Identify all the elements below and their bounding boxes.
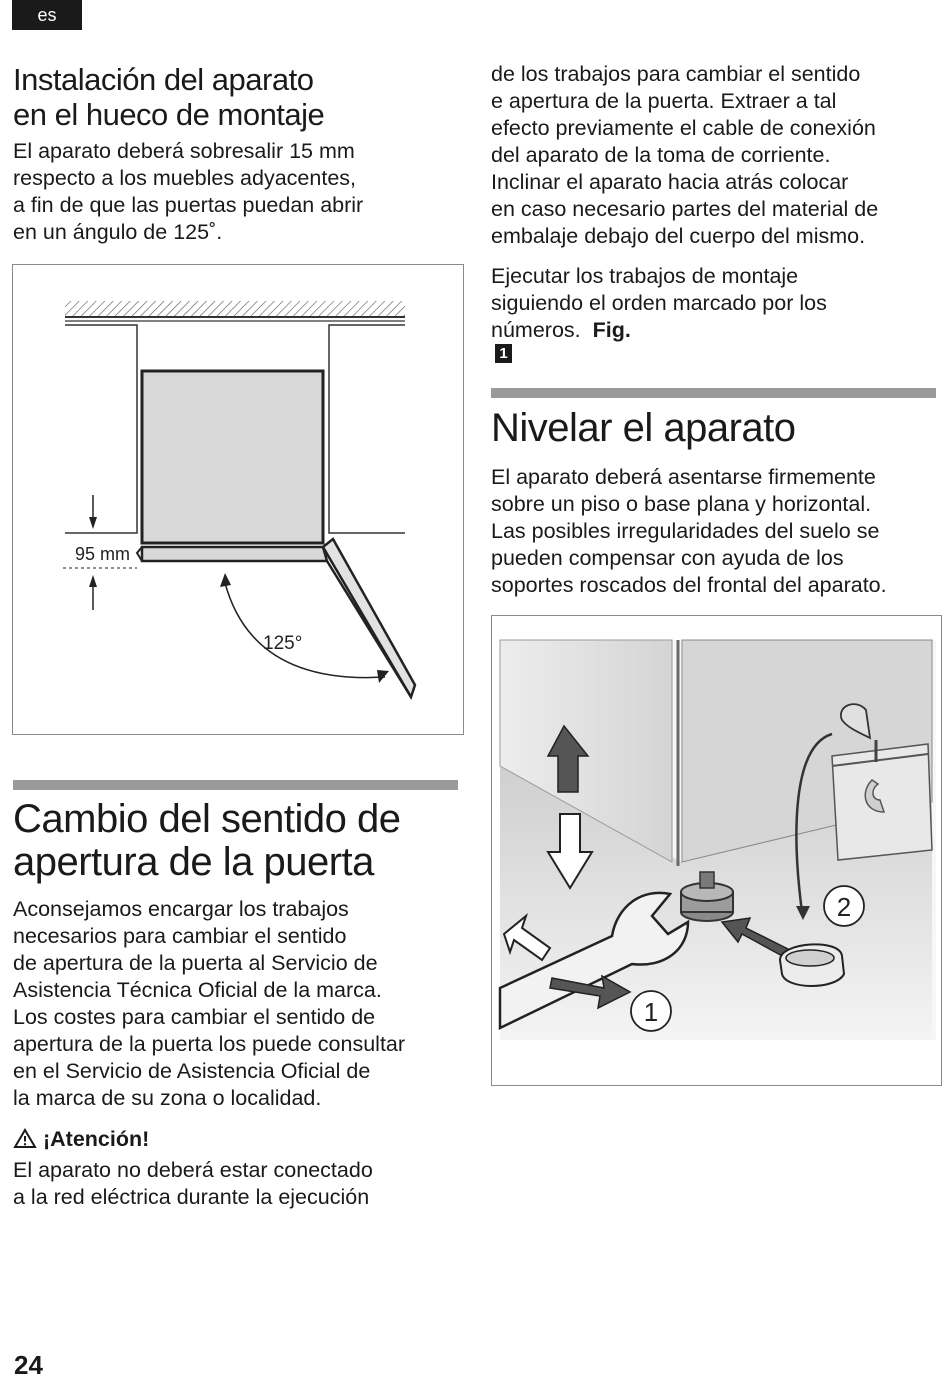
language-tab: es <box>12 0 82 30</box>
appliance-door-open <box>323 539 415 697</box>
steps-body <box>491 263 941 363</box>
level-body-line: soportes roscados del frontal del aparato. <box>491 573 887 597</box>
warning-body-line: a la red eléctrica durante la ejecución <box>13 1185 370 1209</box>
appliance-door-base <box>142 547 327 561</box>
fig-number-badge: 1 <box>495 344 512 363</box>
install-body-line: a fin de que las puertas puedan abrir <box>13 193 364 217</box>
continuation-line: en caso necesario partes del material de <box>491 197 879 221</box>
continuation-body <box>491 61 941 250</box>
install-title-line: Instalación del aparato <box>13 62 314 97</box>
leveling-diagram <box>492 616 941 1085</box>
continuation-line: efecto previamente el cable de conexión <box>491 116 876 140</box>
warning-heading <box>13 1126 463 1153</box>
page-number: 24 <box>14 1350 43 1380</box>
steps-last-word: números. <box>491 318 581 342</box>
install-body <box>13 138 463 246</box>
level-body-line: Las posibles irregularidades del suelo se <box>491 519 880 543</box>
continuation-line: de los trabajos para cambiar el sentido <box>491 62 861 86</box>
door-body-line: Aconsejamos encargar los trabajos <box>13 897 349 921</box>
fig-reference: Fig. <box>592 318 631 342</box>
steps-line: siguiendo el orden marcado por los <box>491 291 827 315</box>
continuation-line: e apertura de la puerta. Extraer a tal <box>491 89 837 113</box>
steps-line: Ejecutar los trabajos de montaje <box>491 264 799 288</box>
section-rule <box>13 780 458 790</box>
continuation-line: del aparato de la toma de corriente. <box>491 143 831 167</box>
door-title-line: apertura de la puerta <box>13 840 374 884</box>
level-body <box>491 464 941 599</box>
steps-line-last <box>491 317 941 363</box>
step-2-label: 2 <box>836 892 852 922</box>
install-body-line: respecto a los muebles adyacentes, <box>13 166 357 190</box>
door-title <box>13 798 463 884</box>
install-section <box>13 62 463 246</box>
door-body-line: Los costes para cambiar el sentido de <box>13 1005 376 1029</box>
warning-body-line: El aparato no deberá estar conectado <box>13 1158 373 1182</box>
leveling-figure <box>491 615 942 1086</box>
continuation-line: Inclinar el aparato hacia atrás colocar <box>491 170 849 194</box>
door-body-line: necesarios para cambiar el sentido <box>13 924 347 948</box>
dimension-label: 95 mm <box>75 544 131 564</box>
door-body-line: la marca de su zona o localidad. <box>13 1086 322 1110</box>
appliance-body <box>142 371 323 543</box>
install-title-line: en el hueco de montaje <box>13 97 325 132</box>
installation-diagram <box>13 265 463 734</box>
door-body <box>13 896 463 1112</box>
right-cabinet <box>329 325 405 533</box>
installation-figure <box>12 264 464 735</box>
step-1-label: 1 <box>643 997 659 1027</box>
section-rule <box>491 388 936 398</box>
door-body-line: en el Servicio de Asistencia Oficial de <box>13 1059 371 1083</box>
install-body-line: en un ángulo de 125˚. <box>13 220 223 244</box>
install-body-line: El aparato deberá sobresalir 15 mm <box>13 139 355 163</box>
warning-body <box>13 1157 463 1211</box>
left-cabinet <box>65 325 137 533</box>
level-body-line: pueden compensar con ayuda de los <box>491 546 844 570</box>
level-body-line: sobre un piso o base plana y horizontal. <box>491 492 872 516</box>
install-title <box>13 62 463 132</box>
door-section <box>13 798 463 1211</box>
door-body-line: Asistencia Técnica Oficial de la marca. <box>13 978 382 1002</box>
level-title: Nivelar el aparato <box>491 406 796 450</box>
right-column <box>491 61 941 363</box>
parts-bag <box>832 744 932 860</box>
warning-triangle-icon <box>13 1128 37 1148</box>
warning-title: ¡Atención! <box>42 1127 150 1151</box>
door-body-line: de apertura de la puerta al Servicio de <box>13 951 378 975</box>
door-title-line: Cambio del sentido de <box>13 797 401 841</box>
angle-label: 125° <box>263 633 303 654</box>
continuation-line: embalaje debajo del cuerpo del mismo. <box>491 224 866 248</box>
level-body-line: El aparato deberá asentarse firmemente <box>491 465 876 489</box>
door-body-line: apertura de la puerta los puede consultar <box>13 1032 406 1056</box>
level-section <box>491 407 941 599</box>
wall-hatch <box>65 301 405 317</box>
